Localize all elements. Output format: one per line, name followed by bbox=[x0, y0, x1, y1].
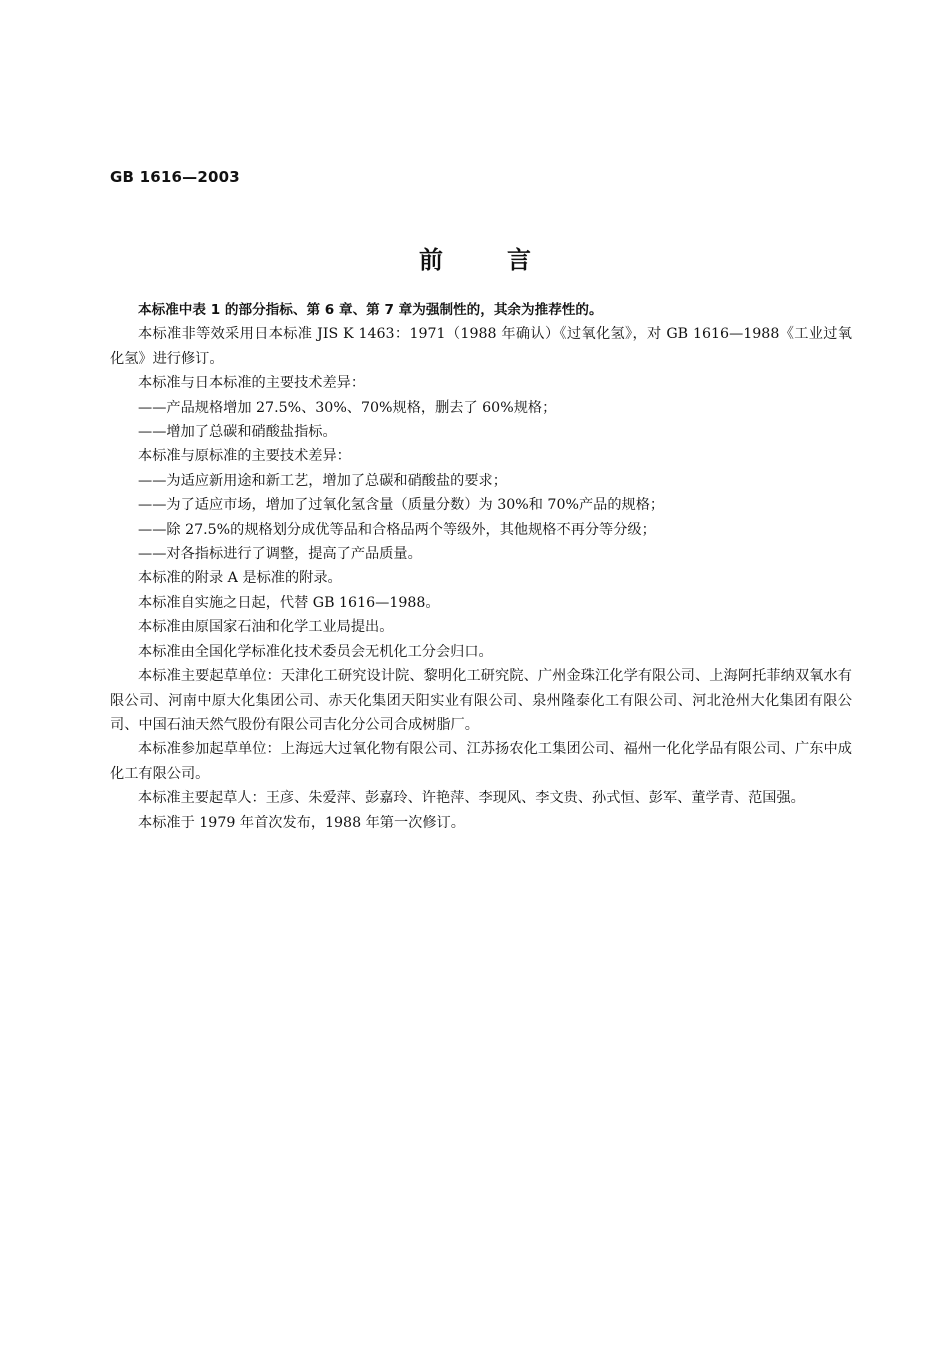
foreword-body bbox=[110, 298, 852, 835]
proposer-paragraph: 本标准由原国家石油和化学工业局提出。 bbox=[138, 619, 394, 636]
diff-japan-item: ——产品规格增加 27.5%、30%、70%规格，删去了 60%规格； bbox=[138, 399, 557, 416]
standard-code: GB 1616—2003 bbox=[110, 168, 240, 186]
page-title: 前言 bbox=[419, 246, 595, 274]
diff-original-item: ——对各指标进行了调整，提高了产品质量。 bbox=[138, 546, 422, 563]
main-drafting-units-paragraph: 本标准主要起草单位：天津化工研究设计院、黎明化工研究院、广州金珠江化学有限公司、上海阿托菲纳双氧水有限公司、河南中原大化集团公司、赤天化集团天阳实业有限公司、泉州隆泰化工有限公司、河北沧州大化集团有限公司、中国石油天然气股份有限公司吉化分公司合成树脂厂。 bbox=[110, 668, 852, 733]
diff-japan-heading: 本标准与日本标准的主要技术差异： bbox=[138, 375, 366, 392]
main-drafters-paragraph: 本标准主要起草人：王彦、朱爱萍、彭嘉玲、许艳萍、李现风、李文贵、孙式恒、彭军、董学青、范国强。 bbox=[138, 790, 805, 807]
participating-units-paragraph: 本标准参加起草单位：上海远大过氧化物有限公司、江苏扬农化工集团公司、福州一化化学品有限公司、广东中成化工有限公司。 bbox=[110, 741, 852, 782]
diff-original-item: ——为适应新用途和新工艺，增加了总碳和硝酸盐的要求； bbox=[138, 472, 507, 489]
centralized-paragraph: 本标准由全国化学标准化技术委员会无机化工分会归口。 bbox=[138, 643, 493, 660]
release-history-paragraph: 本标准于 1979 年首次发布，1988 年第一次修订。 bbox=[138, 814, 465, 831]
diff-original-item: ——为了适应市场，增加了过氧化氢含量（质量分数）为 30%和 70%产品的规格； bbox=[138, 497, 665, 514]
replacement-paragraph: 本标准自实施之日起，代替 GB 1616—1988。 bbox=[138, 594, 440, 611]
diff-original-heading: 本标准与原标准的主要技术差异： bbox=[138, 448, 351, 465]
diff-japan-item: ——增加了总碳和硝酸盐指标。 bbox=[138, 424, 337, 441]
mandatory-statement-paragraph: 本标准中表 1 的部分指标、第 6 章、第 7 章为强制性的，其余为推荐性的。 bbox=[138, 302, 603, 318]
diff-original-item: ——除 27.5%的规格划分成优等品和合格品两个等级外，其他规格不再分等分级； bbox=[138, 521, 656, 538]
appendix-paragraph: 本标准的附录 A 是标准的附录。 bbox=[138, 570, 342, 587]
adoption-paragraph: 本标准非等效采用日本标准 JIS K 1463：1971（1988 年确认）《过氧化氢》，对 GB 1616—1988《工业过氧化氢》进行修订。 bbox=[110, 326, 852, 367]
